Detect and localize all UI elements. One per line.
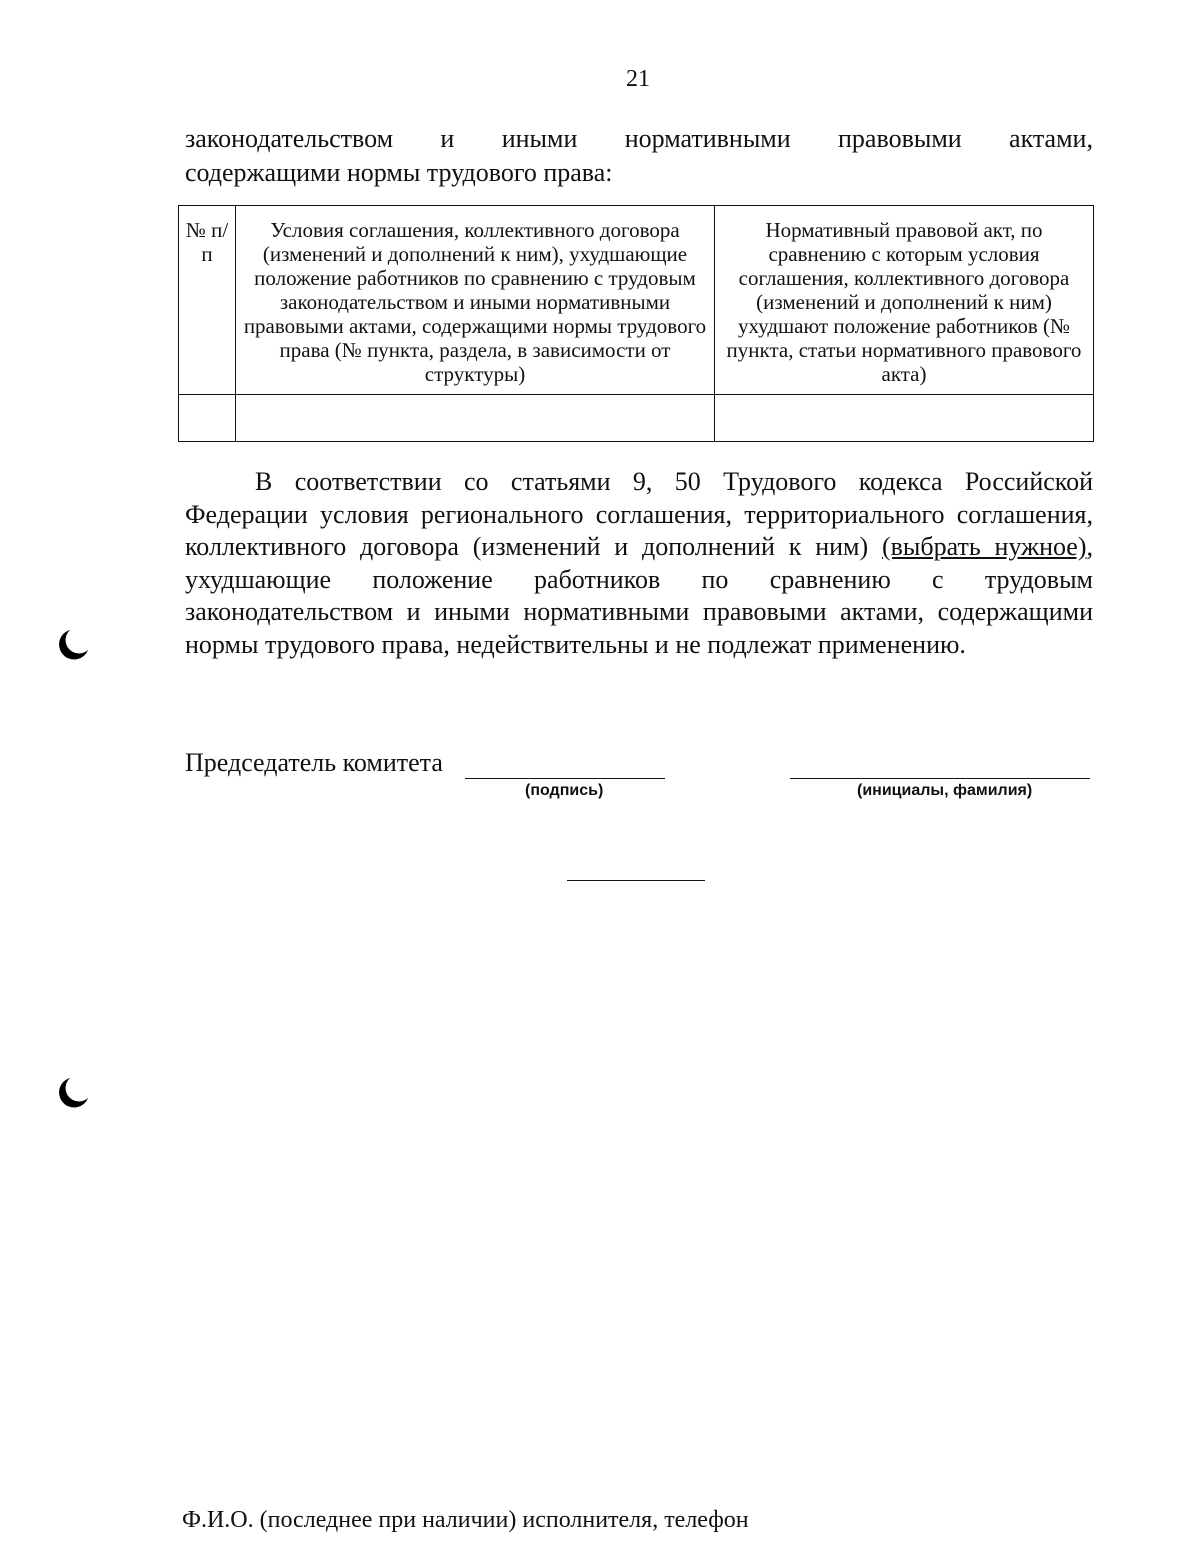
signature-caption: (подпись): [525, 782, 604, 799]
hole-punch-mark-bottom: [56, 1076, 90, 1110]
intro-word: иными: [501, 124, 578, 153]
table-header-row: [179, 206, 1094, 395]
intro-word: и: [440, 124, 455, 153]
hole-punch-mark-top: [56, 628, 90, 662]
header-number: № п/п: [179, 206, 236, 395]
choose-needed-note: (выбрать нужное): [882, 532, 1087, 561]
chairman-label: Председатель комитета: [185, 748, 443, 777]
intro-word: правовыми: [838, 124, 962, 153]
header-legal-act: Нормативный правовой акт, по сравнению с которым условия соглашения, коллективного договора (изменений и дополнений к ним) ухудшают положение работников (№ пункта, статьи нормативного правового акта): [715, 206, 1094, 395]
conditions-table: [178, 205, 1094, 442]
name-caption: (инициалы, фамилия): [857, 782, 1033, 799]
intro-word: актами,: [1009, 124, 1093, 153]
page-number: 21: [626, 66, 650, 92]
cell-conditions: [236, 395, 715, 442]
main-paragraph: [185, 466, 1093, 661]
intro-line-1: [185, 122, 1093, 156]
signature-line: [465, 778, 665, 779]
header-conditions: Условия соглашения, коллективного договора (изменений и дополнений к ним), ухудшающие положение работников по сравнению с трудовым законодательством и иными нормативными правовыми актами, содержащими нормы трудового права (№ пункта, раздела, в зависимости от структуры): [236, 206, 715, 395]
intro-word: нормативными: [624, 124, 791, 153]
intro-line-2: содержащими нормы трудового права:: [185, 158, 613, 187]
paragraph-part-1: В соответствии со статьями 9, 50 Трудового кодекса Российской Федерации условия регионального соглашения, территориального соглашения, коллективного договора (изменений и дополнений к ним): [185, 467, 1093, 561]
cell-number: [179, 395, 236, 442]
intro-word: законодательством: [185, 124, 394, 153]
name-line: [790, 778, 1090, 779]
section-divider: [567, 880, 705, 881]
executor-contact-line: Ф.И.О. (последнее при наличии) исполнителя, телефон: [182, 1507, 749, 1533]
intro-text: [185, 122, 1093, 190]
signature-block: [185, 748, 1093, 808]
table-row: [179, 395, 1094, 442]
cell-legal-act: [715, 395, 1094, 442]
paragraph-part-2: , ухудшающие положение работников по сравнению с трудовым законодательством и иными нормативными правовыми актами, содержащими нормы трудового права, недействительны и не подлежат применению.: [185, 532, 1094, 659]
